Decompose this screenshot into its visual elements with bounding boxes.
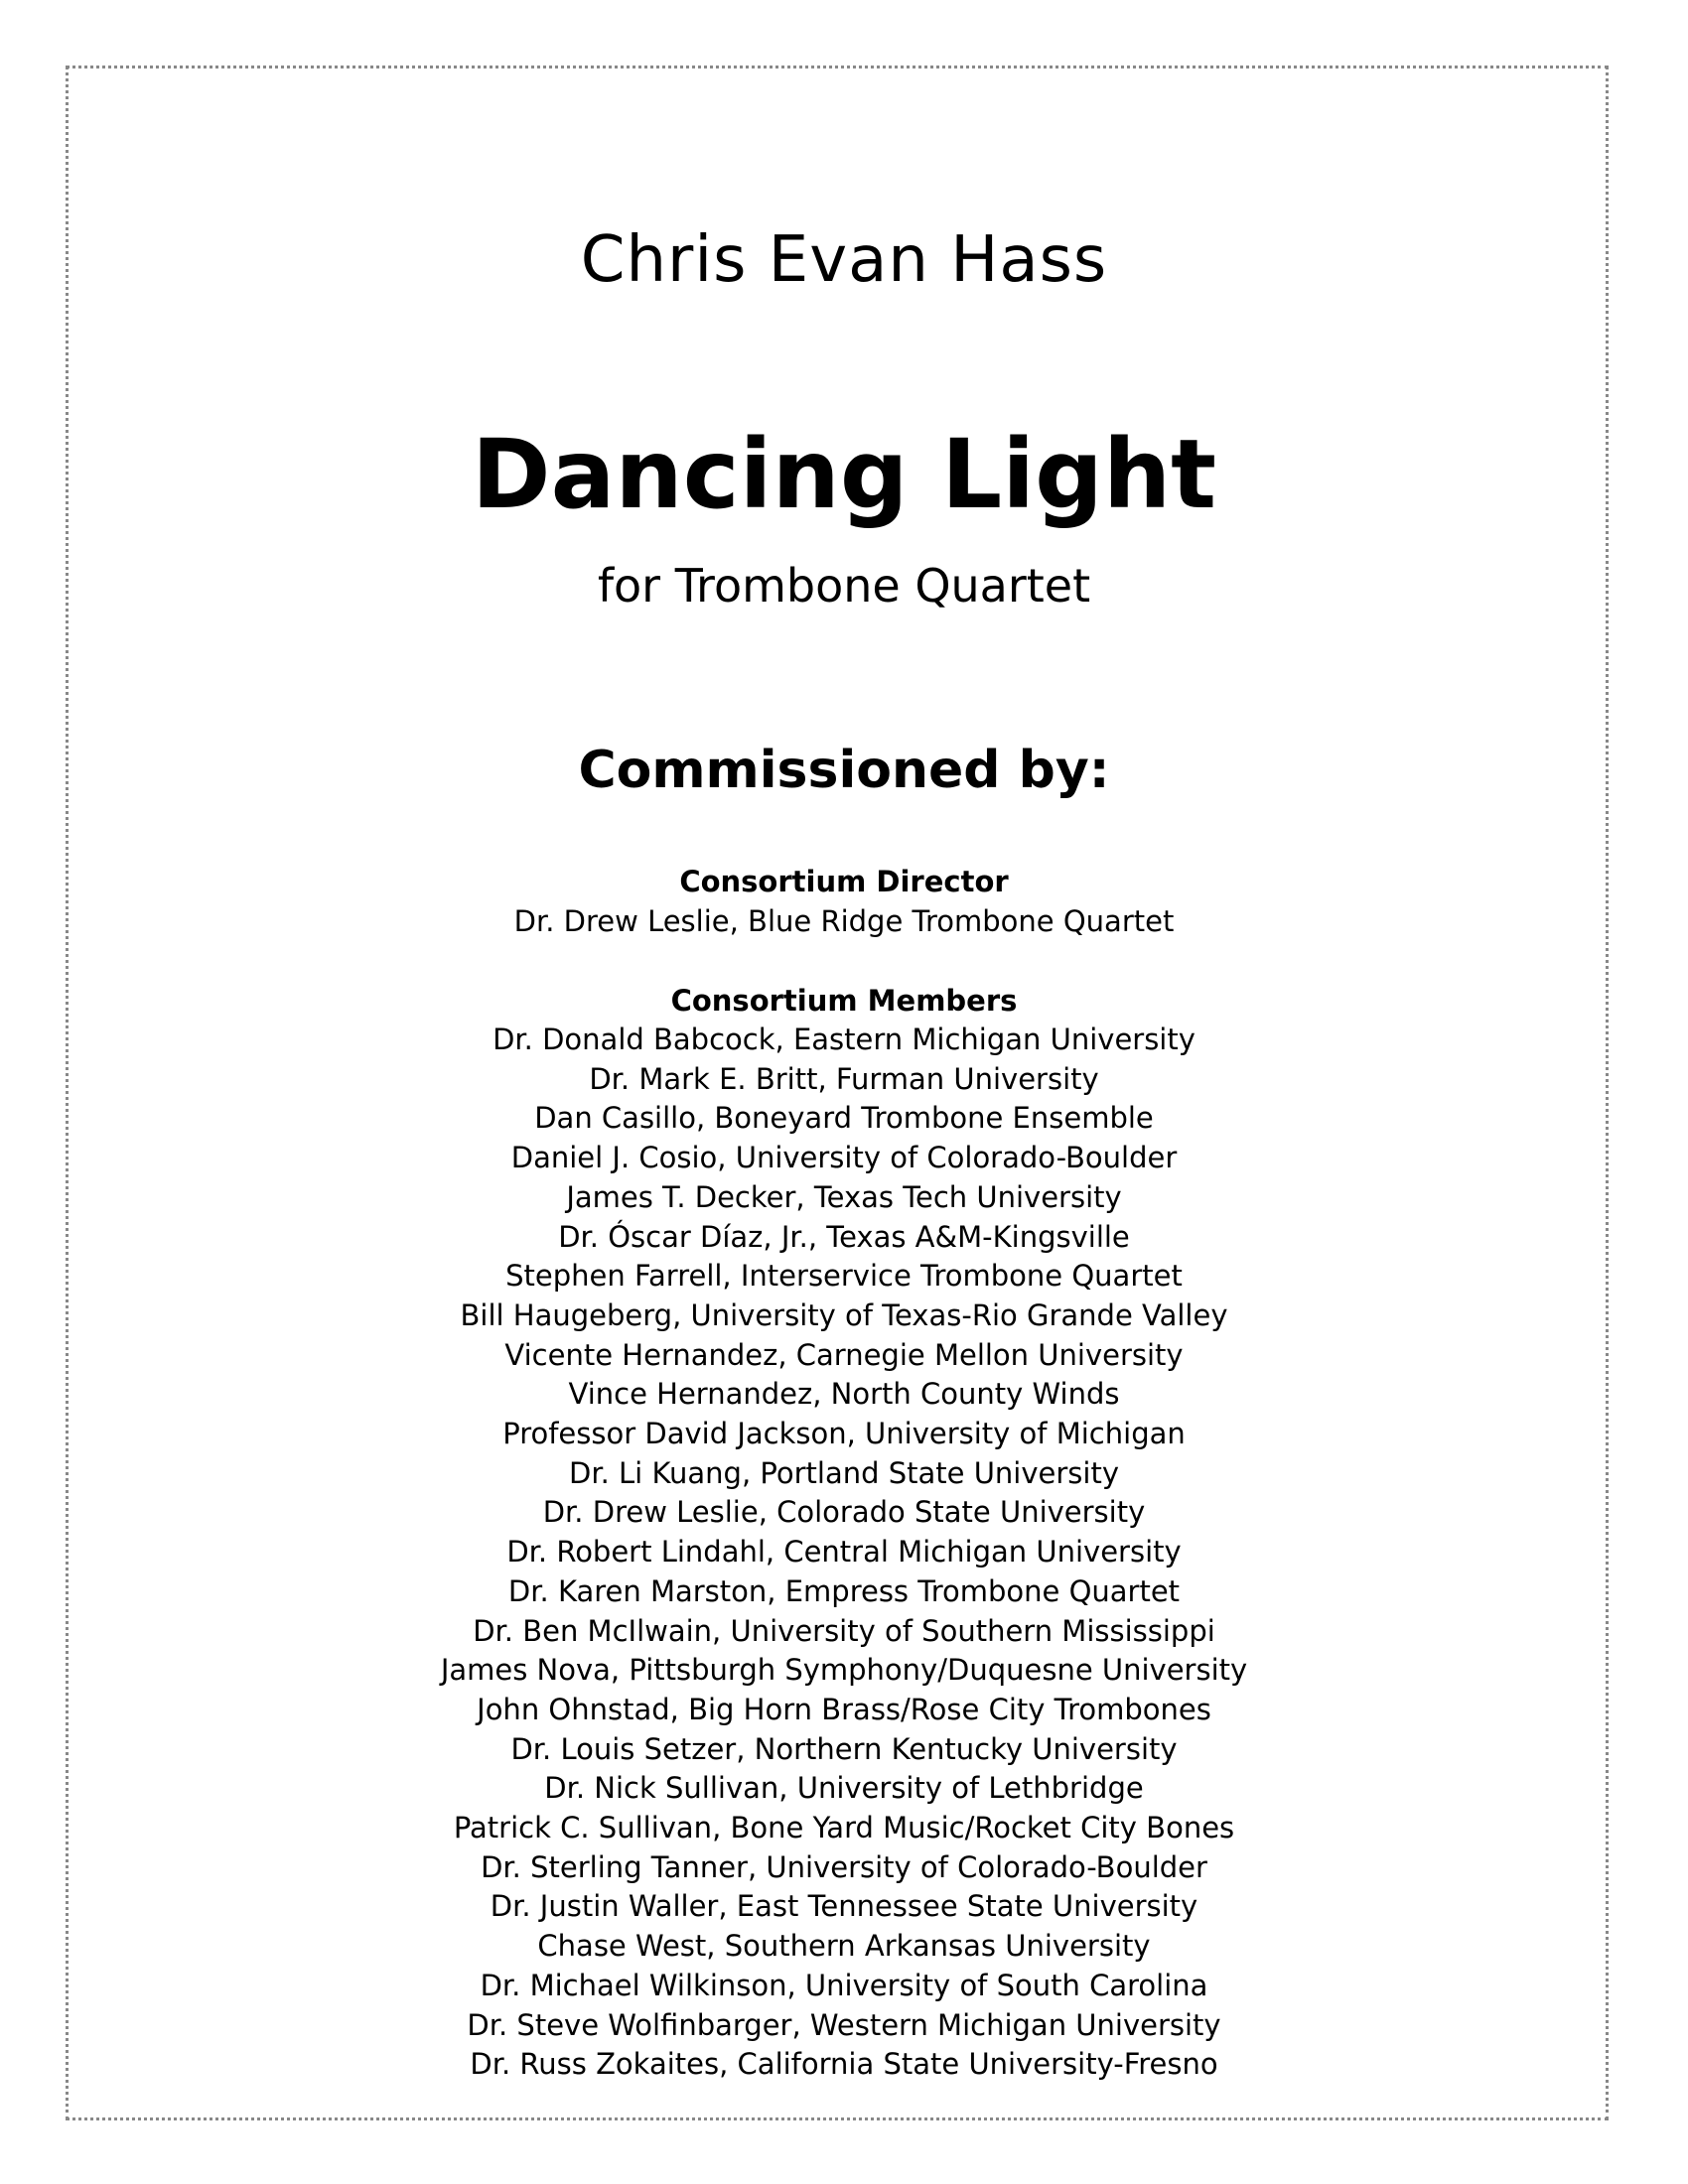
member-item: Dr. Óscar Díaz, Jr., Texas A&M-Kingsville (558, 1219, 1130, 1254)
member-item: Bill Haugeberg, University of Texas-Rio Grande Valley (460, 1297, 1228, 1332)
member-item: James T. Decker, Texas Tech University (566, 1179, 1122, 1214)
member-item: Dr. Drew Leslie, Colorado State University (542, 1495, 1146, 1530)
director-name: Dr. Drew Leslie, Blue Ridge Trombone Quartet (513, 904, 1175, 938)
members-list (0, 1021, 1688, 2085)
members-heading: Consortium Members (670, 984, 1018, 1018)
member-item: Patrick C. Sullivan, Bone Yard Music/Rocket City Bones (453, 1811, 1235, 1845)
member-item: Dr. Justin Waller, East Tennessee State University (490, 1889, 1198, 1924)
member-item: Dr. Karen Marston, Empress Trombone Quartet (507, 1573, 1181, 1608)
composer-name: Chris Evan Hass (580, 223, 1108, 297)
member-item: Dr. Russ Zokaites, California State University-Fresno (470, 2047, 1218, 2082)
member-item: Dr. Sterling Tanner, University of Colorado-Boulder (481, 1849, 1207, 1884)
member-item: Professor David Jackson, University of Michigan (502, 1417, 1186, 1451)
member-item: Dr. Li Kuang, Portland State University (568, 1455, 1119, 1490)
member-item: Stephen Farrell, Interservice Trombone Quartet (505, 1259, 1183, 1294)
member-item: Dr. Robert Lindahl, Central Michigan University (506, 1535, 1182, 1570)
member-item: Dr. Steve Wolfinbarger, Western Michigan University (467, 2007, 1221, 2042)
member-item: Vince Hernandez, North County Winds (568, 1377, 1120, 1412)
commissioned-heading: Commissioned by: (578, 741, 1110, 800)
member-item: Dr. Donald Babcock, Eastern Michigan University (492, 1023, 1196, 1056)
member-item: Chase West, Southern Arkansas University (537, 1929, 1151, 1964)
work-title: Dancing Light (471, 419, 1217, 530)
member-item: Dr. Louis Setzer, Northern Kentucky University (510, 1731, 1178, 1766)
member-item: Daniel J. Cosio, University of Colorado-Boulder (510, 1141, 1178, 1175)
member-item: Dr. Nick Sullivan, University of Lethbridge (544, 1771, 1144, 1806)
member-item: Dr. Michael Wilkinson, University of South Carolina (480, 1968, 1208, 2002)
instrumentation-subtitle: for Trombone Quartet (597, 559, 1091, 613)
member-item: James Nova, Pittsburgh Symphony/Duquesne University (440, 1653, 1248, 1688)
member-item: Vicente Hernandez, Carnegie Mellon University (504, 1337, 1184, 1372)
member-item: Dr. Ben McIlwain, University of Southern Mississippi (473, 1613, 1215, 1648)
member-item: Dan Casillo, Boneyard Trombone Ensemble (534, 1101, 1154, 1136)
director-heading: Consortium Director (679, 865, 1009, 898)
member-item: Dr. Mark E. Britt, Furman University (589, 1061, 1099, 1096)
member-item: John Ohnstad, Big Horn Brass/Rose City Trombones (477, 1692, 1211, 1726)
